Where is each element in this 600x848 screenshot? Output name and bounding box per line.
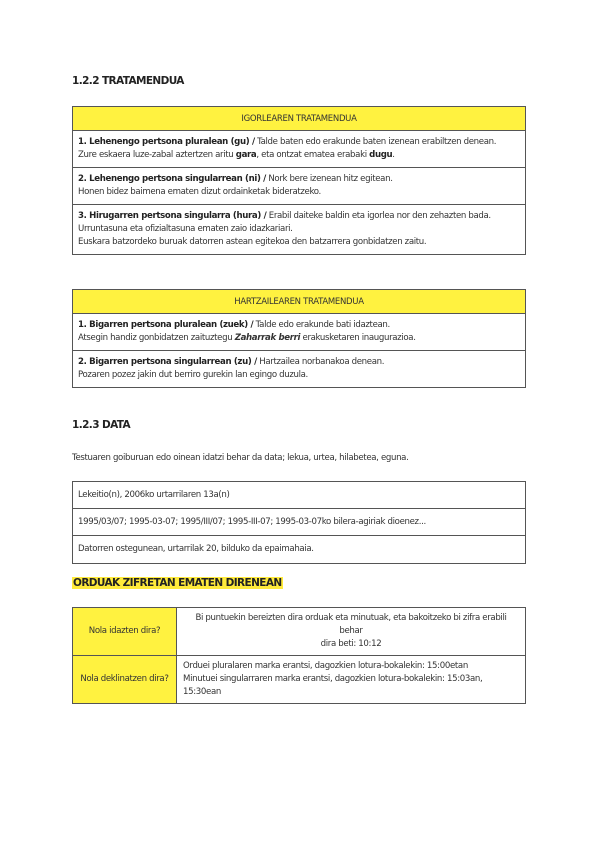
table-row <box>73 608 526 656</box>
orduak-table <box>72 607 526 704</box>
igorlea-table-header: IGORLEAREN TRATAMENDUA <box>73 107 525 131</box>
igorlea-row-2: 2. Lehenengo pertsona singularrean (ni) / Nork bere izenean hitz egitean. Honen bidez baimena ematen dizut ordainketak bideratzeko. <box>73 168 525 205</box>
section-heading-data: 1.2.3 DATA <box>72 419 131 431</box>
orduak-label-idatzi: Nola idazten dira? <box>73 608 177 656</box>
igorlea-table <box>72 106 526 255</box>
table-row <box>73 656 526 704</box>
data-examples-table <box>72 481 526 564</box>
orduak-label-deklinatu: Nola deklinatzen dira? <box>73 656 177 704</box>
igorlea-row-3: 3. Hirugarren pertsona singularra (hura) / Erabil daiteke baldin eta igorlea nor den zehazten bada. Urruntasuna eta ofizialtasuna ematen zaio idazkariari. Euskara batzordeko buruak datorren astean egitekoa den batzarrera gonbidatzen zaitu. <box>78 211 491 247</box>
hartzailea-table-header: HARTZAILEAREN TRATAMENDUA <box>73 290 525 314</box>
igorlea-row-1: 1. Lehenengo pertsona pluralean (gu) / Talde baten edo erakunde baten izenean erabiltzen denean. Zure eskaera luze-zabal aztertzen aritu gara, eta ontzat ematea erabaki dugu. <box>73 131 525 168</box>
data-example-row: 1995/03/07; 1995-03-07; 1995/III/07; 1995-III-07; 1995-03-07ko bilera-agiriak dioenez... <box>73 509 525 536</box>
data-example-row: Lekeitio(n), 2006ko urtarrilaren 13a(n) <box>73 482 525 509</box>
orduak-value-deklinatu: Orduei pluralaren marka erantsi, dagozkien lotura-bokalekin: 15:00etan Minutuei singularraren marka erantsi, dagozkien lotura-bokalekin: 15:03an, 15:30ean <box>177 656 526 704</box>
hartzailea-table <box>72 289 526 388</box>
section-heading-orduak: ORDUAK ZIFRETAN EMATEN DIRENEAN <box>73 577 282 589</box>
data-intro-text: Testuaren goiburuan edo oinean idatzi behar da data; lekua, urtea, hilabetea, eguna. <box>72 453 409 463</box>
data-example-row: Datorren ostegunean, urtarrilak 20, bilduko da epaimahaia. <box>78 544 314 554</box>
hartzailea-row-1: 1. Bigarren pertsona pluralean (zuek) / Talde edo erakunde bati idaztean. Atsegin handiz gonbidatzen zaituztegu Zaharrak berri erakusketaren inaugurazioa. <box>73 314 525 351</box>
section-heading-tratamendua: 1.2.2 TRATAMENDUA <box>72 75 184 87</box>
hartzailea-row-2: 2. Bigarren pertsona singularrean (zu) / Hartzailea norbanakoa denean. Pozaren pozez jakin dut berriro gurekin lan egingo duzula. <box>78 357 385 380</box>
orduak-value-idatzi: Bi puntuekin bereizten dira orduak eta minutuak, eta bakoitzeko bi zifra erabili behar dira beti: 10:12 <box>177 608 526 656</box>
